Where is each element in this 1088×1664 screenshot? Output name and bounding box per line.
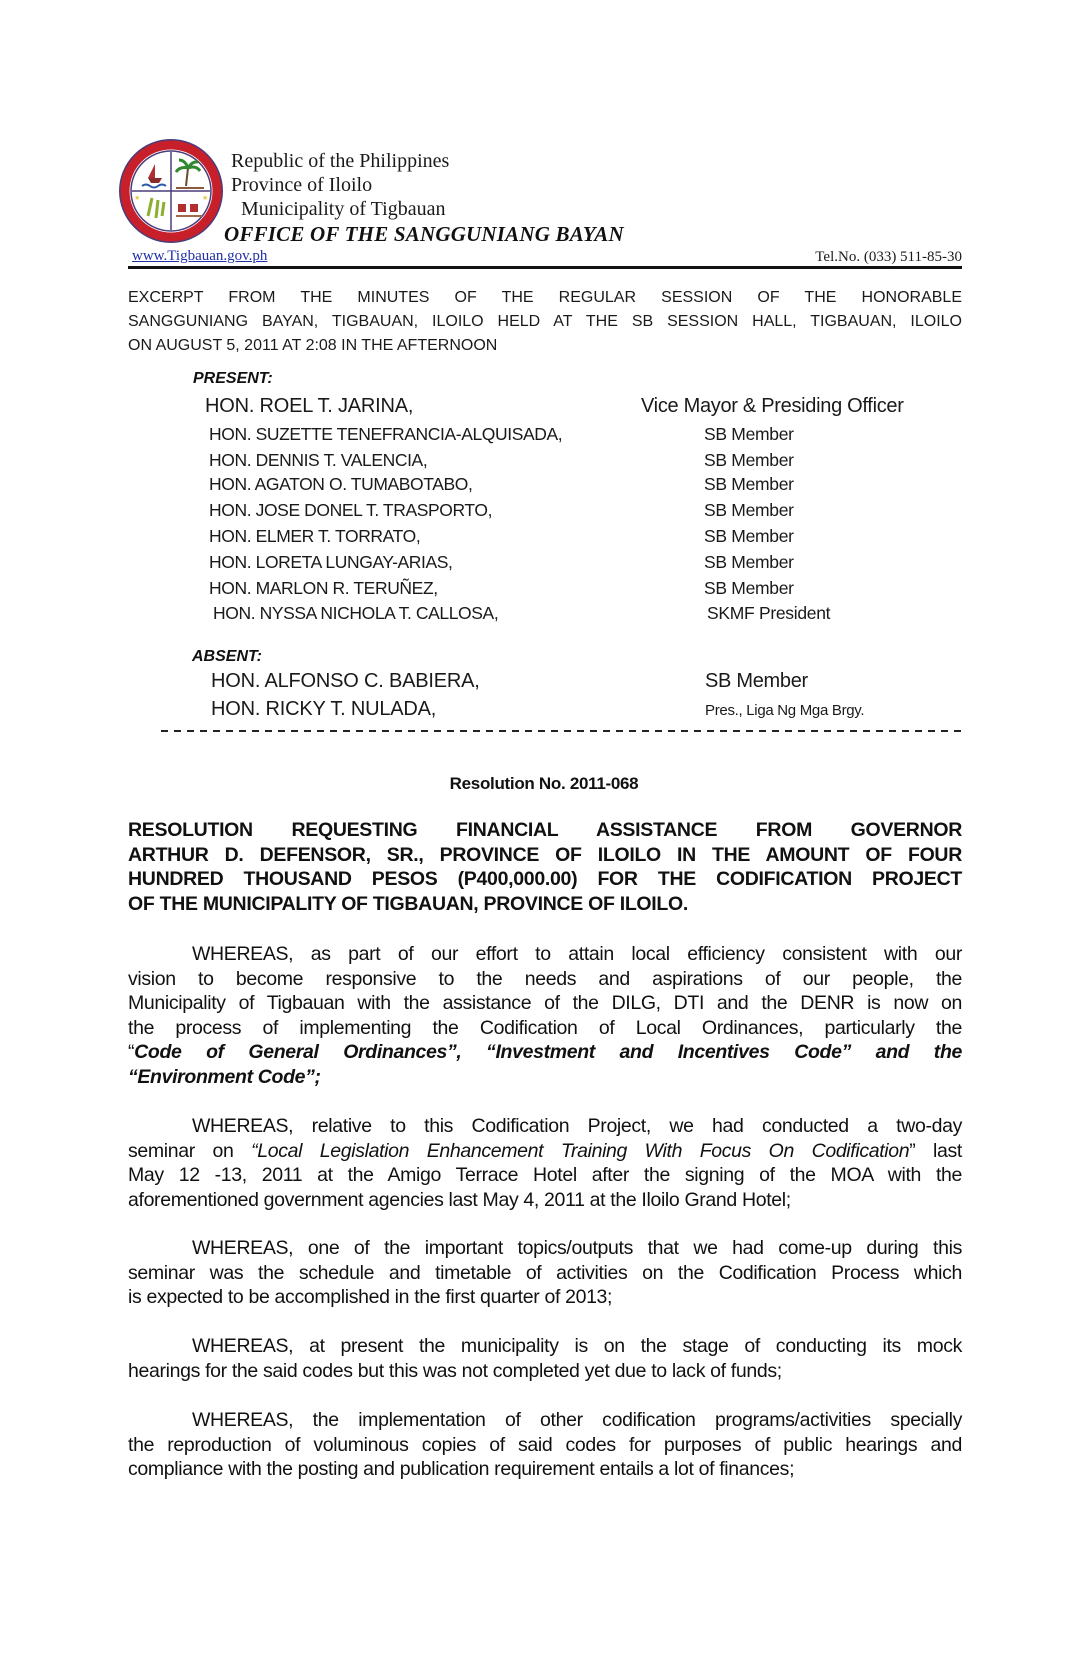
absent-name: HON. RICKY T. NULADA, bbox=[211, 698, 437, 720]
paragraph-line bbox=[128, 1040, 962, 1065]
municipal-seal-logo bbox=[118, 138, 224, 244]
text-run: seminar on bbox=[128, 1139, 252, 1162]
present-name: HON. JOSE DONEL T. TRASPORTO, bbox=[209, 500, 493, 520]
paragraph-line: the reproduction of voluminous copies of said codes for purposes of public hearings and bbox=[128, 1433, 962, 1456]
seminar-title: “Local Legislation Enhancement Training With Focus On Codification bbox=[251, 1139, 910, 1162]
whereas-paragraph-5 bbox=[128, 1408, 962, 1482]
title-line: ARTHUR D. DEFENSOR, SR., PROVINCE OF ILOILO IN THE AMOUNT OF FOUR bbox=[128, 843, 962, 866]
excerpt-line: EXCERPT FROM THE MINUTES OF THE REGULAR SESSION OF THE HONORABLE bbox=[128, 289, 962, 306]
present-role: SB Member bbox=[704, 552, 794, 572]
present-name: HON. NYSSA NICHOLA T. CALLOSA, bbox=[213, 603, 499, 623]
present-name: HON. DENNIS T. VALENCIA, bbox=[209, 450, 428, 470]
svg-text:★: ★ bbox=[134, 194, 141, 202]
municipality-line: Municipality of Tigbauan bbox=[241, 198, 446, 220]
province-line: Province of Iloilo bbox=[231, 174, 373, 196]
svg-text:★: ★ bbox=[202, 194, 209, 202]
present-role: SB Member bbox=[704, 500, 794, 520]
paragraph-line: hearings for the said codes but this was not completed yet due to lack of funds; bbox=[128, 1359, 782, 1382]
present-role: SB Member bbox=[704, 474, 794, 494]
whereas-paragraph-4 bbox=[128, 1334, 962, 1383]
present-name: HON. ELMER T. TORRATO, bbox=[209, 526, 421, 546]
present-role: SB Member bbox=[704, 424, 794, 444]
title-line: HUNDRED THOUSAND PESOS (P400,000.00) FOR THE CODIFICATION PROJECT bbox=[128, 868, 962, 891]
excerpt-line: ON AUGUST 5, 2011 AT 2:08 IN THE AFTERNOON bbox=[128, 337, 498, 354]
paragraph-line: WHEREAS, one of the important topics/outputs that we had come-up during this bbox=[192, 1237, 962, 1259]
whereas-paragraph-2 bbox=[128, 1114, 962, 1212]
excerpt-line: SANGGUNIANG BAYAN, TIGBAUAN, ILOILO HELD AT THE SB SESSION HALL, TIGBAUAN, ILOILO bbox=[128, 313, 962, 330]
present-name: HON. ROEL T. JARINA, bbox=[205, 395, 414, 417]
republic-line: Republic of the Philippines bbox=[231, 150, 450, 172]
paragraph-line: May 12 -13, 2011 at the Amigo Terrace Hotel after the signing of the MOA with the bbox=[128, 1164, 962, 1187]
website-link[interactable]: www.Tigbauan.gov.ph bbox=[132, 248, 268, 264]
office-title: OFFICE OF THE SANGGUNIANG BAYAN bbox=[224, 222, 624, 246]
paragraph-line: vision to become responsive to the needs and aspirations of our people, the bbox=[128, 967, 962, 990]
absent-role: Pres., Liga Ng Mga Brgy. bbox=[705, 702, 865, 719]
present-role: SB Member bbox=[704, 450, 794, 470]
whereas-paragraph-3 bbox=[128, 1236, 962, 1310]
telephone-number: Tel.No. (033) 511-85-30 bbox=[815, 249, 962, 265]
paragraph-line bbox=[128, 1139, 962, 1164]
present-name: HON. MARLON R. TERUÑEZ, bbox=[209, 578, 438, 598]
dashed-separator bbox=[161, 730, 961, 732]
title-line: OF THE MUNICIPALITY OF TIGBAUAN, PROVINCE OF ILOILO. bbox=[128, 892, 689, 915]
resolution-number: Resolution No. 2011-068 bbox=[449, 774, 639, 793]
absent-role: SB Member bbox=[705, 670, 808, 692]
present-role: SB Member bbox=[704, 578, 794, 598]
code-names-emphasis: Code of General Ordinances”, “Investment and Incentives Code” and the bbox=[134, 1041, 962, 1064]
paragraph-line: compliance with the posting and publication requirement entails a lot of finances; bbox=[128, 1458, 795, 1481]
open-quote: “ bbox=[128, 1041, 135, 1064]
present-name: HON. LORETA LUNGAY-ARIAS, bbox=[209, 552, 453, 572]
absent-label: ABSENT: bbox=[192, 648, 262, 665]
paragraph-line: the process of implementing the Codification of Local Ordinances, particularly the bbox=[128, 1016, 962, 1039]
present-name: HON. SUZETTE TENEFRANCIA-ALQUISADA, bbox=[209, 424, 563, 444]
present-label: PRESENT: bbox=[193, 370, 273, 387]
paragraph-line: Municipality of Tigbauan with the assistance of the DILG, DTI and the DENR is now on bbox=[128, 992, 962, 1015]
paragraph-line: “Environment Code”; bbox=[128, 1065, 321, 1088]
paragraph-line: WHEREAS, relative to this Codification Project, we had conducted a two-day bbox=[192, 1115, 962, 1137]
whereas-paragraph-1 bbox=[128, 942, 962, 1090]
present-role: Vice Mayor & Presiding Officer bbox=[641, 395, 904, 417]
present-name: HON. AGATON O. TUMABOTABO, bbox=[209, 474, 473, 494]
header-rule bbox=[128, 266, 962, 269]
paragraph-line: WHEREAS, the implementation of other codification programs/activities specially bbox=[192, 1409, 962, 1431]
title-line: RESOLUTION REQUESTING FINANCIAL ASSISTANCE FROM GOVERNOR bbox=[128, 819, 962, 841]
resolution-title bbox=[128, 818, 962, 916]
paragraph-line: seminar was the schedule and timetable of activities on the Codification Process which bbox=[128, 1261, 962, 1284]
present-role: SB Member bbox=[704, 526, 794, 546]
paragraph-line: is expected to be accomplished in the first quarter of 2013; bbox=[128, 1286, 613, 1309]
paragraph-line: aforementioned government agencies last May 4, 2011 at the Iloilo Grand Hotel; bbox=[128, 1188, 791, 1211]
absent-name: HON. ALFONSO C. BABIERA, bbox=[211, 670, 480, 692]
paragraph-line: WHEREAS, as part of our effort to attain local efficiency consistent with our bbox=[192, 943, 962, 965]
text-run: ” last bbox=[909, 1139, 962, 1162]
paragraph-line: WHEREAS, at present the municipality is on the stage of conducting its mock bbox=[192, 1335, 962, 1357]
present-role: SKMF President bbox=[707, 603, 831, 623]
